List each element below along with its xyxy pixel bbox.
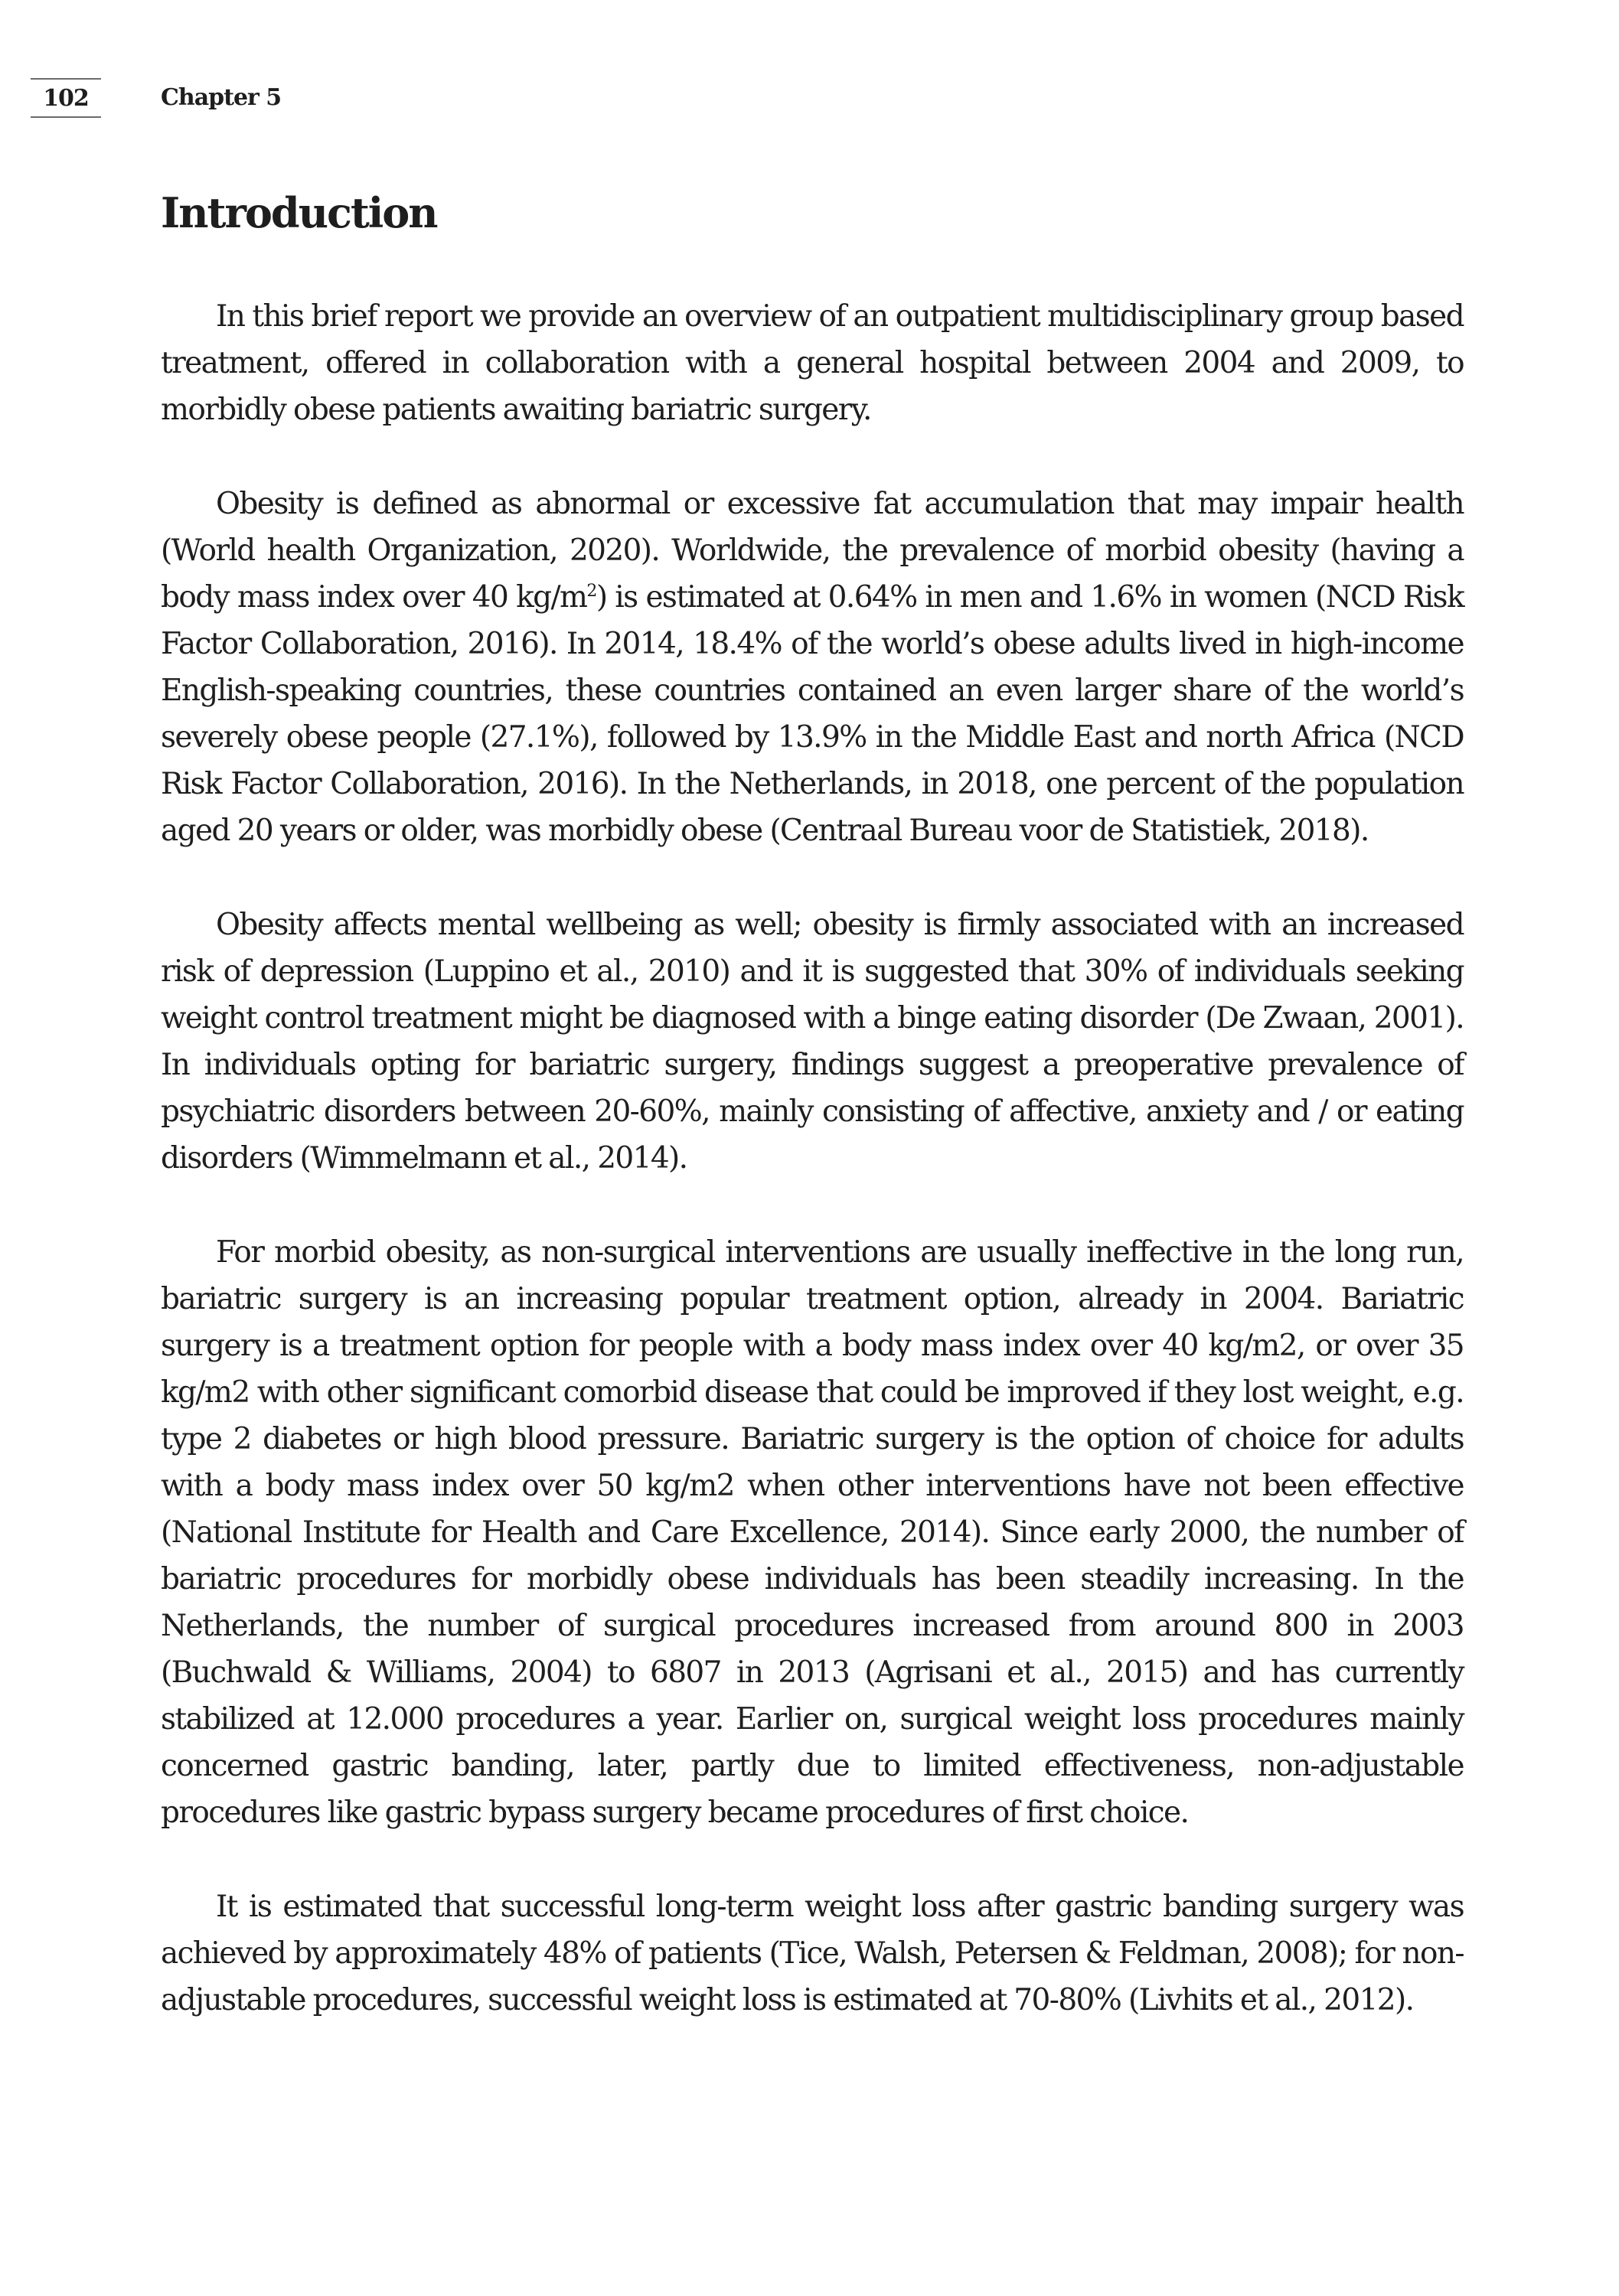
section-title: Introduction (161, 188, 437, 237)
superscript-squared: 2 (586, 582, 596, 601)
paragraph-text-part: Obesity is defined as abnormal or excessive fat accumulation that may impair health (World health Organization, 2020). Worldwide, the prevalence of morbid obesity (having a body mass index over 40 kg/m (161, 487, 1464, 615)
page-number-text: 102 (43, 84, 89, 112)
paragraph-text-part: ) is estimated at 0.64% in men and 1.6% in women (NCD Risk Factor Collaboration, 2016). In 2014, 18.4% of the world’s obese adults lived in high-income English-speaking countries, these countries contained an even larger share of the world’s severely obese people (27.1%), followed by 13.9% in the Middle East and north Africa (NCD Risk Factor Collaboration, 2016). In the Netherlands, in 2018, one percent of the population aged 20 years or older, was morbidly obese (Centraal Bureau voor de Statistiek, 2018). (161, 580, 1464, 848)
paragraph-weight-loss-outcomes: It is estimated that successful long-term weight loss after gastric banding surgery was achieved by approximately 48% of patients (Tice, Walsh, Petersen & Feldman, 2008); for non-adjustable procedures, successful weight loss is estimated at 70-80% (Livhits et al., 2012). (161, 1890, 1464, 2017)
running-head-chapter: Chapter 5 (161, 84, 282, 111)
paragraph-intro: In this brief report we provide an overview of an outpatient multidisciplinary group based treatment, offered in collaboration with a general hospital between 2004 and 2009, to morbidly obese patients awaiting bariatric surgery. (161, 299, 1464, 427)
paragraph-bariatric-surgery: For morbid obesity, as non-surgical interventions are usually ineffective in the long run, bariatric surgery is an increasing popular treatment option, already in 2004. Bariatric surgery is a treatment option for people with a body mass index over 40 kg/m2, or over 35 kg/m2 with other significant comorbid disease that could be improved if they lost weight, e.g. type 2 diabetes or high blood pressure. Bariatric surgery is the option of choice for adults with a body mass index over 50 kg/m2 when other interventions have not been effective (National Institute for Health and Care Excellence, 2014). Since early 2000, the number of bariatric procedures for morbidly obese individuals has been steadily increasing. In the Netherlands, the number of surgical procedures increased from around 800 in 2003 (Buchwald & Williams, 2004) to 6807 in 2013 (Agrisani et al., 2015) and has currently stabilized at 12.000 procedures a year. Earlier on, surgical weight loss procedures mainly concerned gastric banding, later, partly due to limited effectiveness, non-adjustable procedures like gastric bypass surgery became procedures of first choice. (161, 1235, 1464, 1830)
paragraph-mental-wellbeing: Obesity affects mental wellbeing as well; obesity is firmly associated with an increased risk of depression (Luppino et al., 2010) and it is suggested that 30% of individuals seeking weight control treatment might be diagnosed with a binge eating disorder (De Zwaan, 2001). In individuals opting for bariatric surgery, findings suggest a preoperative prevalence of psychiatric disorders between 20-60%, mainly consisting of affective, anxiety and / or eating disorders (Wimmelmann et al., 2014). (161, 908, 1464, 1176)
body-text (161, 293, 1464, 2071)
paragraph-obesity-definition (161, 481, 1464, 854)
page-number (31, 78, 101, 118)
